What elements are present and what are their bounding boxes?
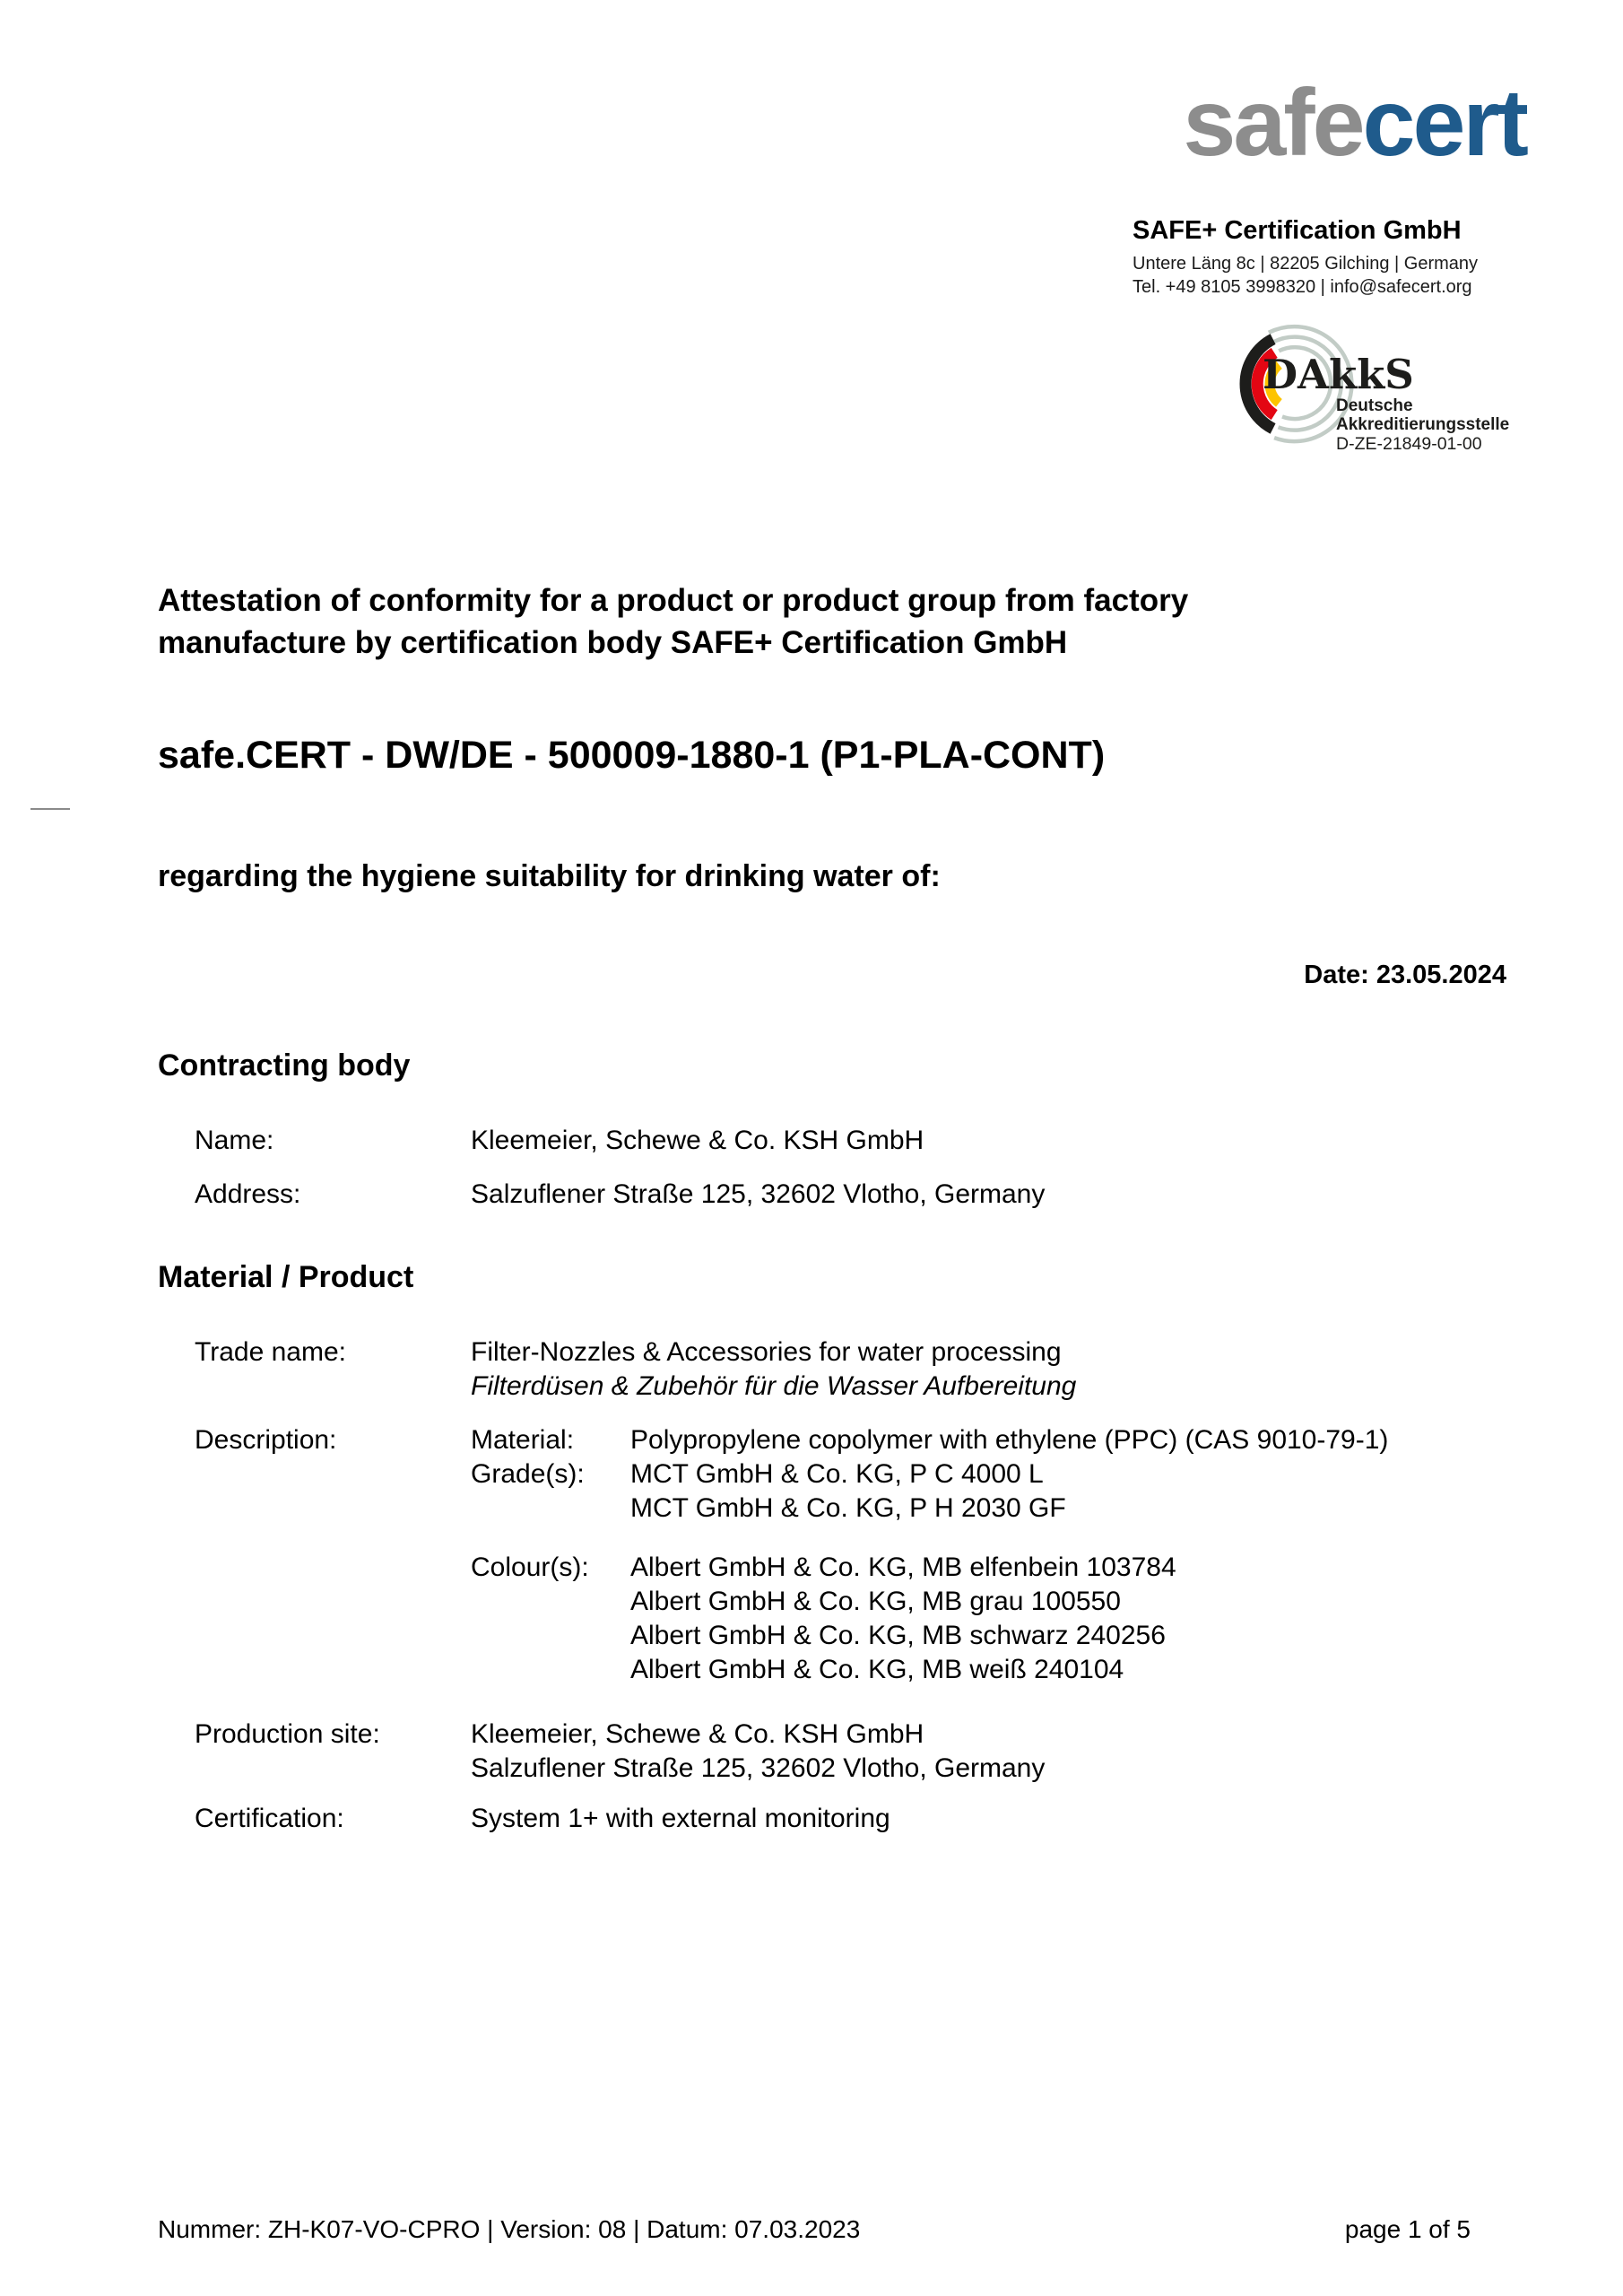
trade-name-values xyxy=(471,1335,1076,1404)
colour-value-4: Albert GmbH & Co. KG, MB weiß 240104 xyxy=(630,1655,1124,1684)
document-title-line2: manufacture by certification body SAFE+ Certification GmbH xyxy=(158,625,1068,660)
material-product-heading: Material / Product xyxy=(158,1260,414,1294)
trade-name-label: Trade name: xyxy=(195,1337,346,1367)
footer-page-number: page 1 of 5 xyxy=(1344,2215,1471,2243)
description-row xyxy=(195,1423,1540,1523)
contracting-address-row xyxy=(195,1178,1540,1212)
production-site-values xyxy=(471,1718,1045,1786)
dakks-accreditation-mark xyxy=(1233,321,1529,465)
safecert-logo xyxy=(1183,70,1526,176)
document-subtitle: regarding the hygiene suitability for drinking water of: xyxy=(158,859,941,893)
colour-value-3: Albert GmbH & Co. KG, MB schwarz 240256 xyxy=(630,1621,1166,1650)
material-value: Polypropylene copolymer with ethylene (PPC) (CAS 9010-79-1) xyxy=(630,1425,1389,1455)
certificate-id: safe.CERT - DW/DE - 500009-1880-1 (P1-PLA-CONT) xyxy=(158,734,1106,777)
colour-value-1: Albert GmbH & Co. KG, MB elfenbein 103784 xyxy=(630,1552,1176,1582)
document-title xyxy=(158,579,1503,664)
dakks-info xyxy=(1336,396,1509,454)
contracting-name-row xyxy=(195,1124,1540,1158)
dakks-register-number: D-ZE-21849-01-00 xyxy=(1336,434,1482,454)
name-label: Name: xyxy=(195,1126,274,1155)
description-label: Description: xyxy=(195,1425,337,1455)
production-site-row xyxy=(195,1718,1540,1783)
issuer-name: SAFE+ Certification GmbH xyxy=(1133,216,1462,245)
trade-name-de: Filterdüsen & Zubehör für die Wasser Aufbereitung xyxy=(471,1371,1077,1401)
production-site-line1: Kleemeier, Schewe & Co. KSH GmbH xyxy=(471,1719,924,1749)
material-label: Material: xyxy=(471,1425,575,1455)
trade-name-en: Filter-Nozzles & Accessories for water processing xyxy=(471,1337,1062,1367)
dakks-line2: Akkreditierungsstelle xyxy=(1336,415,1510,434)
colours-label: Colour(s): xyxy=(471,1552,589,1582)
grade-value-1: MCT GmbH & Co. KG, P C 4000 L xyxy=(630,1459,1044,1489)
document-title-line1: Attestation of conformity for a product or product group from factory xyxy=(158,583,1189,618)
issuer-contact: Tel. +49 8105 3998320 | info@safecert.org xyxy=(1133,277,1472,297)
production-site-line2: Salzuflener Straße 125, 32602 Vlotho, Germany xyxy=(471,1753,1046,1783)
grades-label: Grade(s): xyxy=(471,1459,585,1489)
colour-values xyxy=(630,1551,1176,1687)
safecert-logo-safe: safe xyxy=(1183,70,1363,176)
certification-row xyxy=(195,1802,1540,1836)
colour-value-2: Albert GmbH & Co. KG, MB grau 100550 xyxy=(630,1587,1121,1616)
contracting-name-value: Kleemeier, Schewe & Co. KSH GmbH xyxy=(471,1126,924,1155)
address-label: Address: xyxy=(195,1179,301,1209)
grade-value-2: MCT GmbH & Co. KG, P H 2030 GF xyxy=(630,1493,1066,1523)
certification-label: Certification: xyxy=(195,1804,344,1833)
trade-name-row xyxy=(195,1335,1540,1401)
contracting-body-heading: Contracting body xyxy=(158,1048,411,1083)
dakks-line1: Deutsche xyxy=(1336,396,1413,415)
dakks-wordmark: DAkkS xyxy=(1263,351,1414,398)
issuer-block xyxy=(1133,216,1478,299)
production-site-label: Production site: xyxy=(195,1719,380,1749)
contracting-address-value: Salzuflener Straße 125, 32602 Vlotho, Germany xyxy=(471,1179,1046,1209)
footer-document-number: Nummer: ZH-K07-VO-CPRO | Version: 08 | Datum: 07.03.2023 xyxy=(158,2215,861,2243)
fold-mark xyxy=(30,808,70,810)
issuer-address: Untere Läng 8c | 82205 Gilching | Germany xyxy=(1133,254,1479,274)
certification-value: System 1+ with external monitoring xyxy=(471,1804,890,1833)
safecert-logo-cert: cert xyxy=(1362,70,1526,176)
issue-date: Date: 23.05.2024 xyxy=(1304,961,1506,989)
